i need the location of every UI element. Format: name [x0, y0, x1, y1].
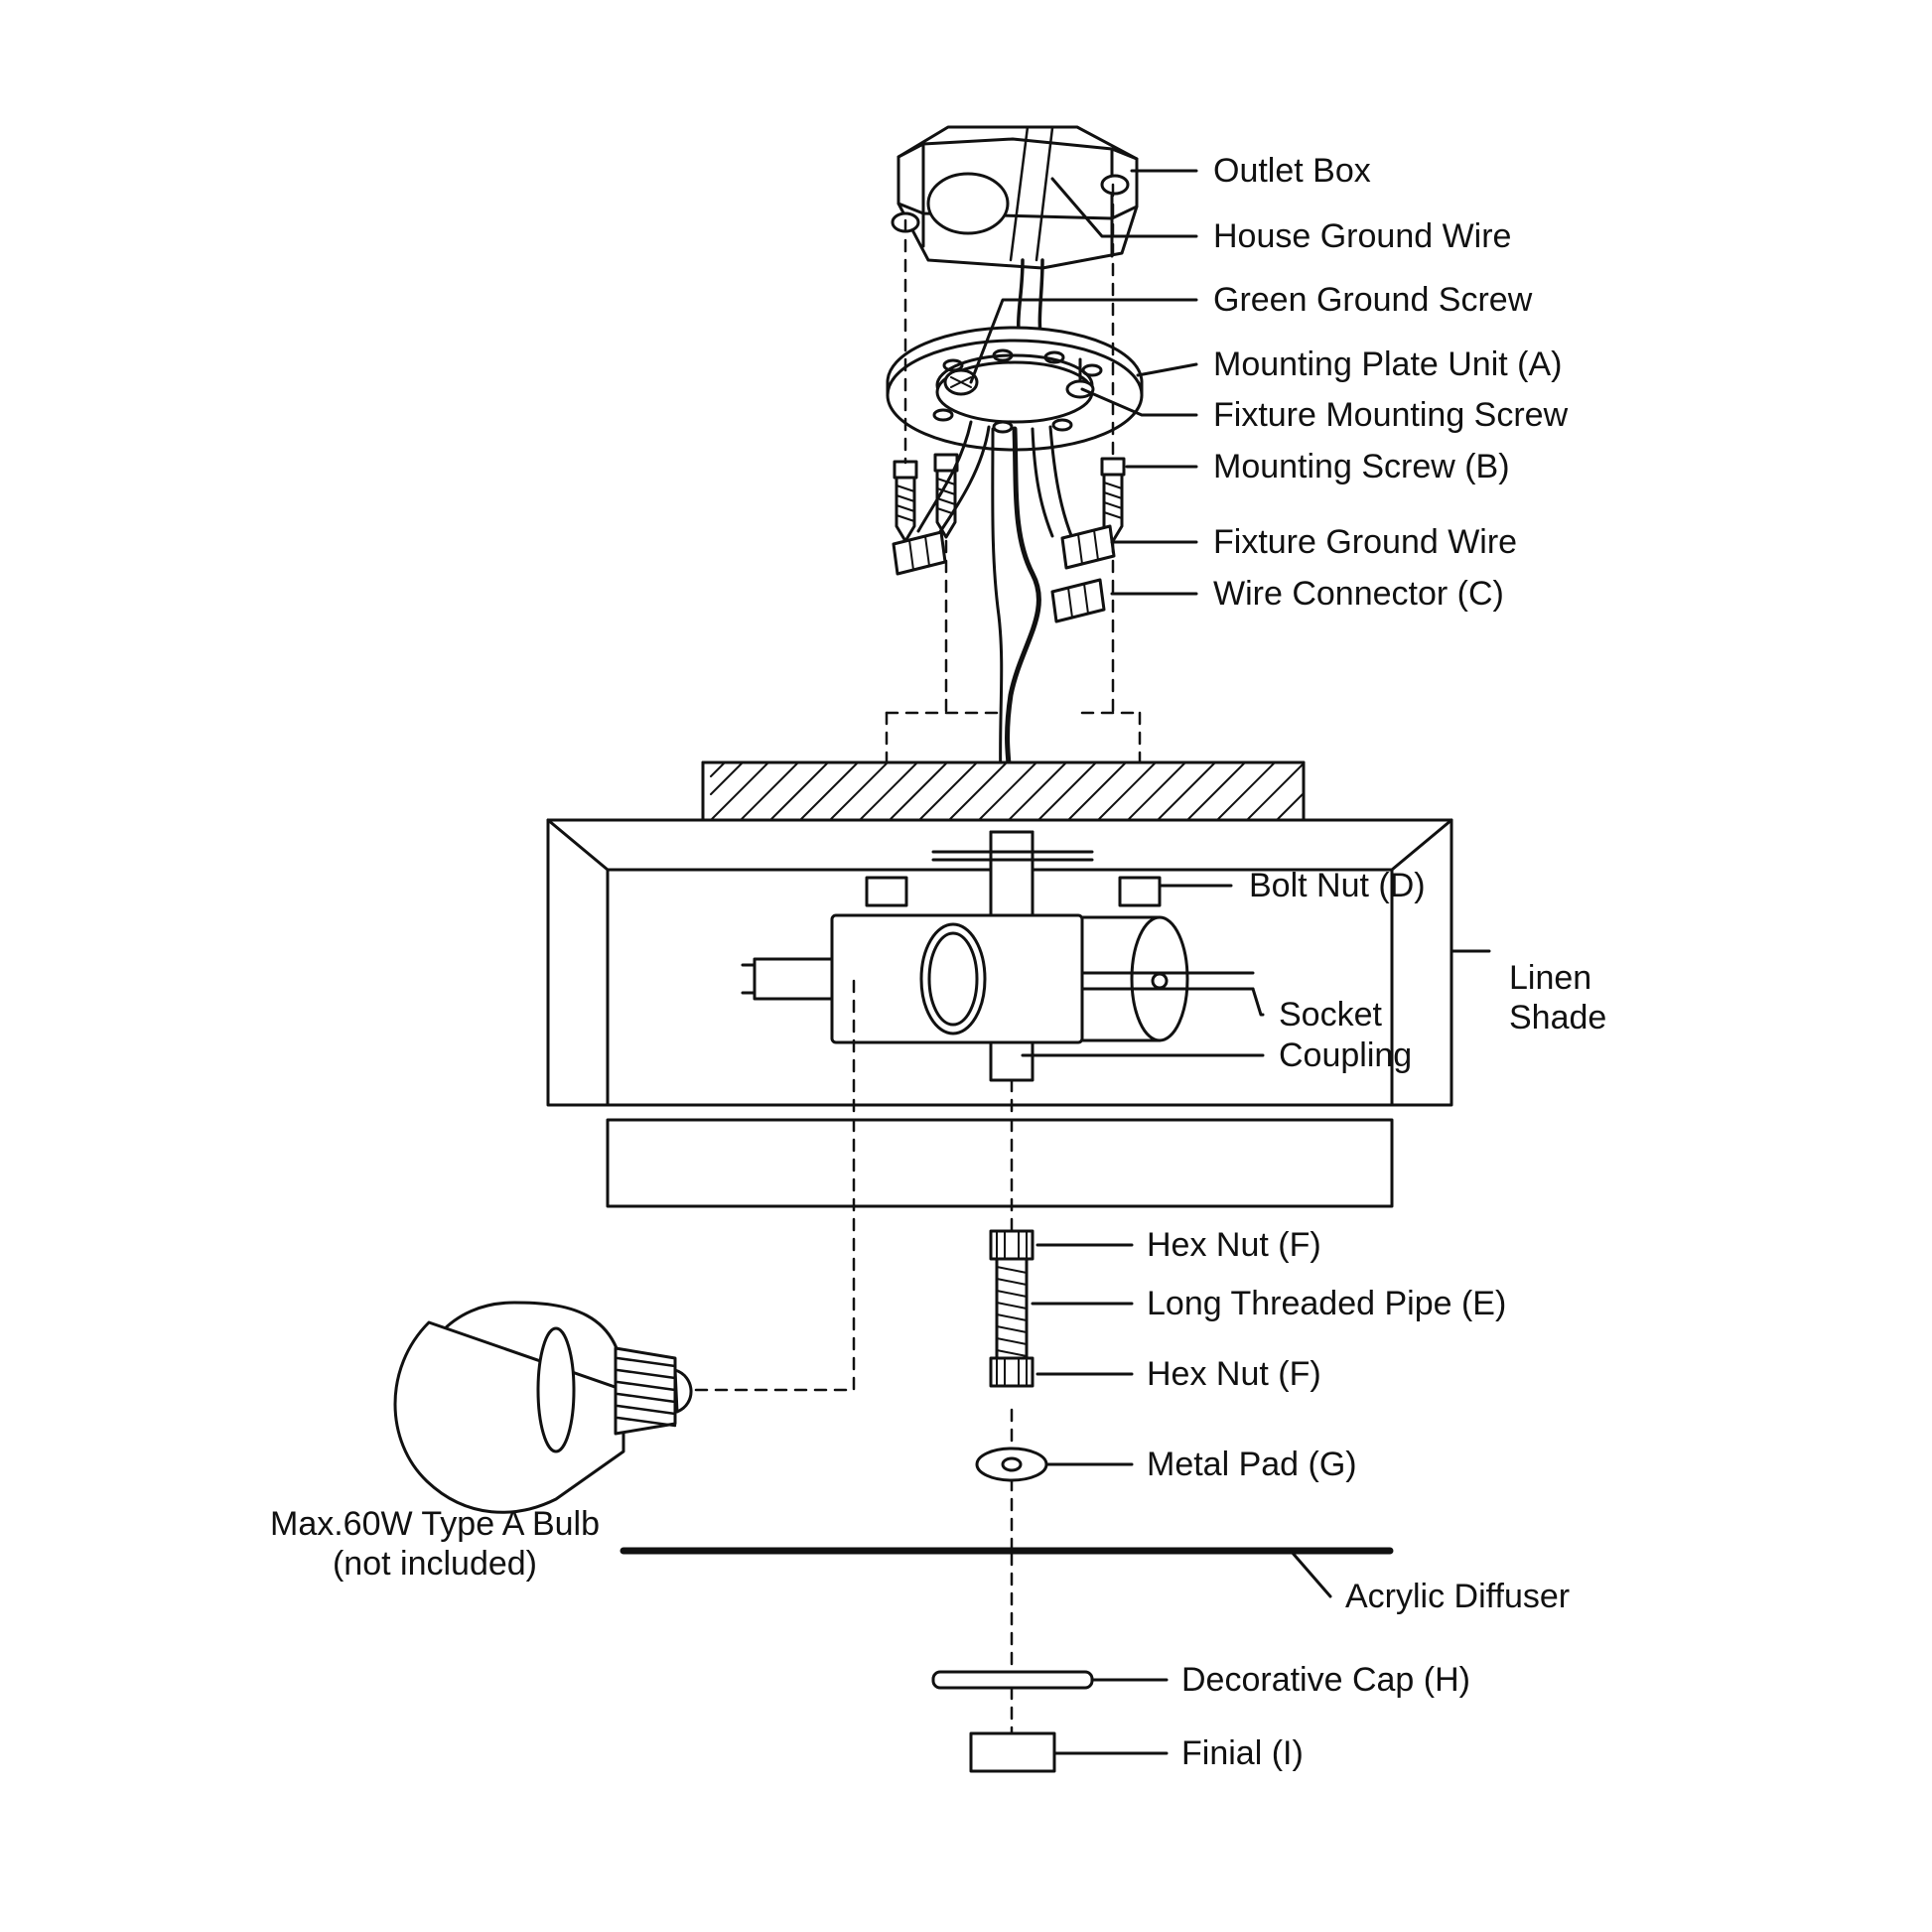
outlet-box-shape [893, 127, 1137, 268]
acrylic-diffuser-shape [623, 1551, 1390, 1596]
wire-connector-left [894, 532, 945, 574]
finial-shape [971, 1733, 1054, 1771]
label-bulb-note-line1: Max.60W Type A Bulb [270, 1505, 600, 1543]
label-mounting-screw-b: Mounting Screw (B) [1213, 447, 1510, 485]
label-outlet-box: Outlet Box [1213, 151, 1371, 190]
hex-nut-f-top-shape [991, 1231, 1033, 1259]
label-linen-shade-line1: Linen [1509, 959, 1592, 997]
label-socket: Socket [1279, 995, 1382, 1034]
label-bulb-note-line2: (not included) [332, 1545, 537, 1584]
label-acrylic-diffuser: Acrylic Diffuser [1345, 1577, 1571, 1615]
label-hex-nut-f-top: Hex Nut (F) [1147, 1225, 1321, 1264]
label-hex-nut-f-bottom: Hex Nut (F) [1147, 1354, 1321, 1393]
decorative-cap-shape [933, 1672, 1092, 1688]
light-bulb-shape [395, 1303, 691, 1512]
label-fixture-mounting-screw: Fixture Mounting Screw [1213, 395, 1569, 434]
label-linen-shade-line2: Shade [1509, 999, 1607, 1037]
bolt-nut-right [1120, 878, 1160, 905]
label-wire-connector-c: Wire Connector (C) [1213, 574, 1504, 613]
label-bulb-note [246, 1504, 623, 1584]
canopy-plate [703, 762, 1304, 820]
label-coupling: Coupling [1279, 1035, 1413, 1074]
label-finial-i: Finial (I) [1181, 1733, 1304, 1772]
label-long-threaded-pipe-e: Long Threaded Pipe (E) [1147, 1284, 1507, 1322]
metal-pad-shape [977, 1449, 1046, 1480]
mounting-screw-b-left [895, 462, 916, 541]
label-metal-pad-g: Metal Pad (G) [1147, 1445, 1357, 1483]
label-decorative-cap-h: Decorative Cap (H) [1181, 1660, 1470, 1699]
bolt-nut-left [867, 878, 906, 905]
wire-connector-c [1052, 580, 1104, 621]
label-bolt-nut-d: Bolt Nut (D) [1249, 866, 1426, 904]
label-mounting-plate-unit-a: Mounting Plate Unit (A) [1213, 345, 1563, 383]
label-green-ground-screw: Green Ground Screw [1213, 280, 1533, 319]
label-linen-shade [1509, 958, 1606, 1037]
hex-nut-f-bottom-shape [991, 1358, 1033, 1386]
label-fixture-ground-wire: Fixture Ground Wire [1213, 522, 1518, 561]
label-house-ground-wire: House Ground Wire [1213, 216, 1512, 255]
long-threaded-pipe-shape [997, 1259, 1027, 1368]
